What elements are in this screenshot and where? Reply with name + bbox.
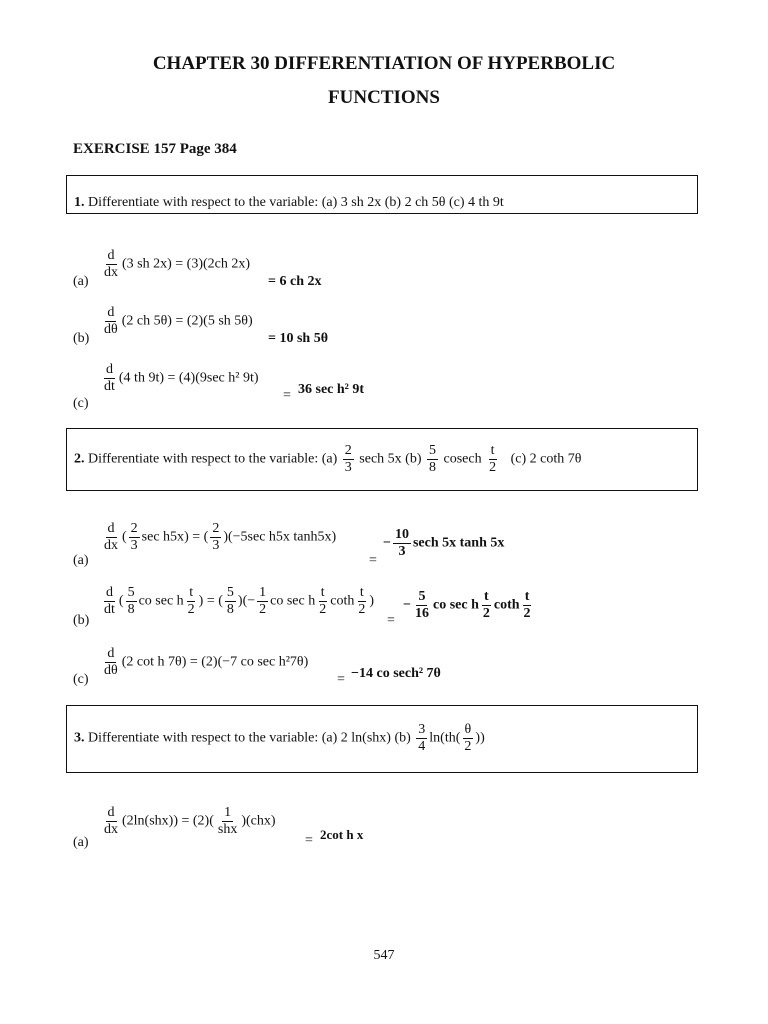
question-2-box — [66, 428, 698, 491]
question-3-box — [66, 705, 698, 773]
question-1-box — [66, 175, 698, 214]
question-2-text: 2. Differentiate with respect to the variable: (a) $\frac{2}{3}$ sech 5x (b) $\frac{5}{8}$ cosech $\frac{t}{2}$ (c) 2 coth 7θ — [74, 443, 582, 475]
page-number: 547 — [373, 948, 395, 963]
page-title-line1: CHAPTER 30 DIFFERENTIATION OF HYPERBOLIC — [152, 53, 616, 74]
exercise-heading: EXERCISE 157 Page 384 — [73, 141, 237, 157]
page-title-line2: FUNCTIONS — [328, 87, 440, 108]
question-1-text: 1. Differentiate with respect to the variable: (a) 3 sh 2x (b) 2 ch 5θ (c) 4 th 9t — [74, 195, 504, 210]
question-3-text: 3. Differentiate with respect to the variable: (a) 2 ln(shx) (b) $\frac{3}{4}$ ln(th( $\frac{\theta}{2}$ )) — [74, 722, 485, 754]
